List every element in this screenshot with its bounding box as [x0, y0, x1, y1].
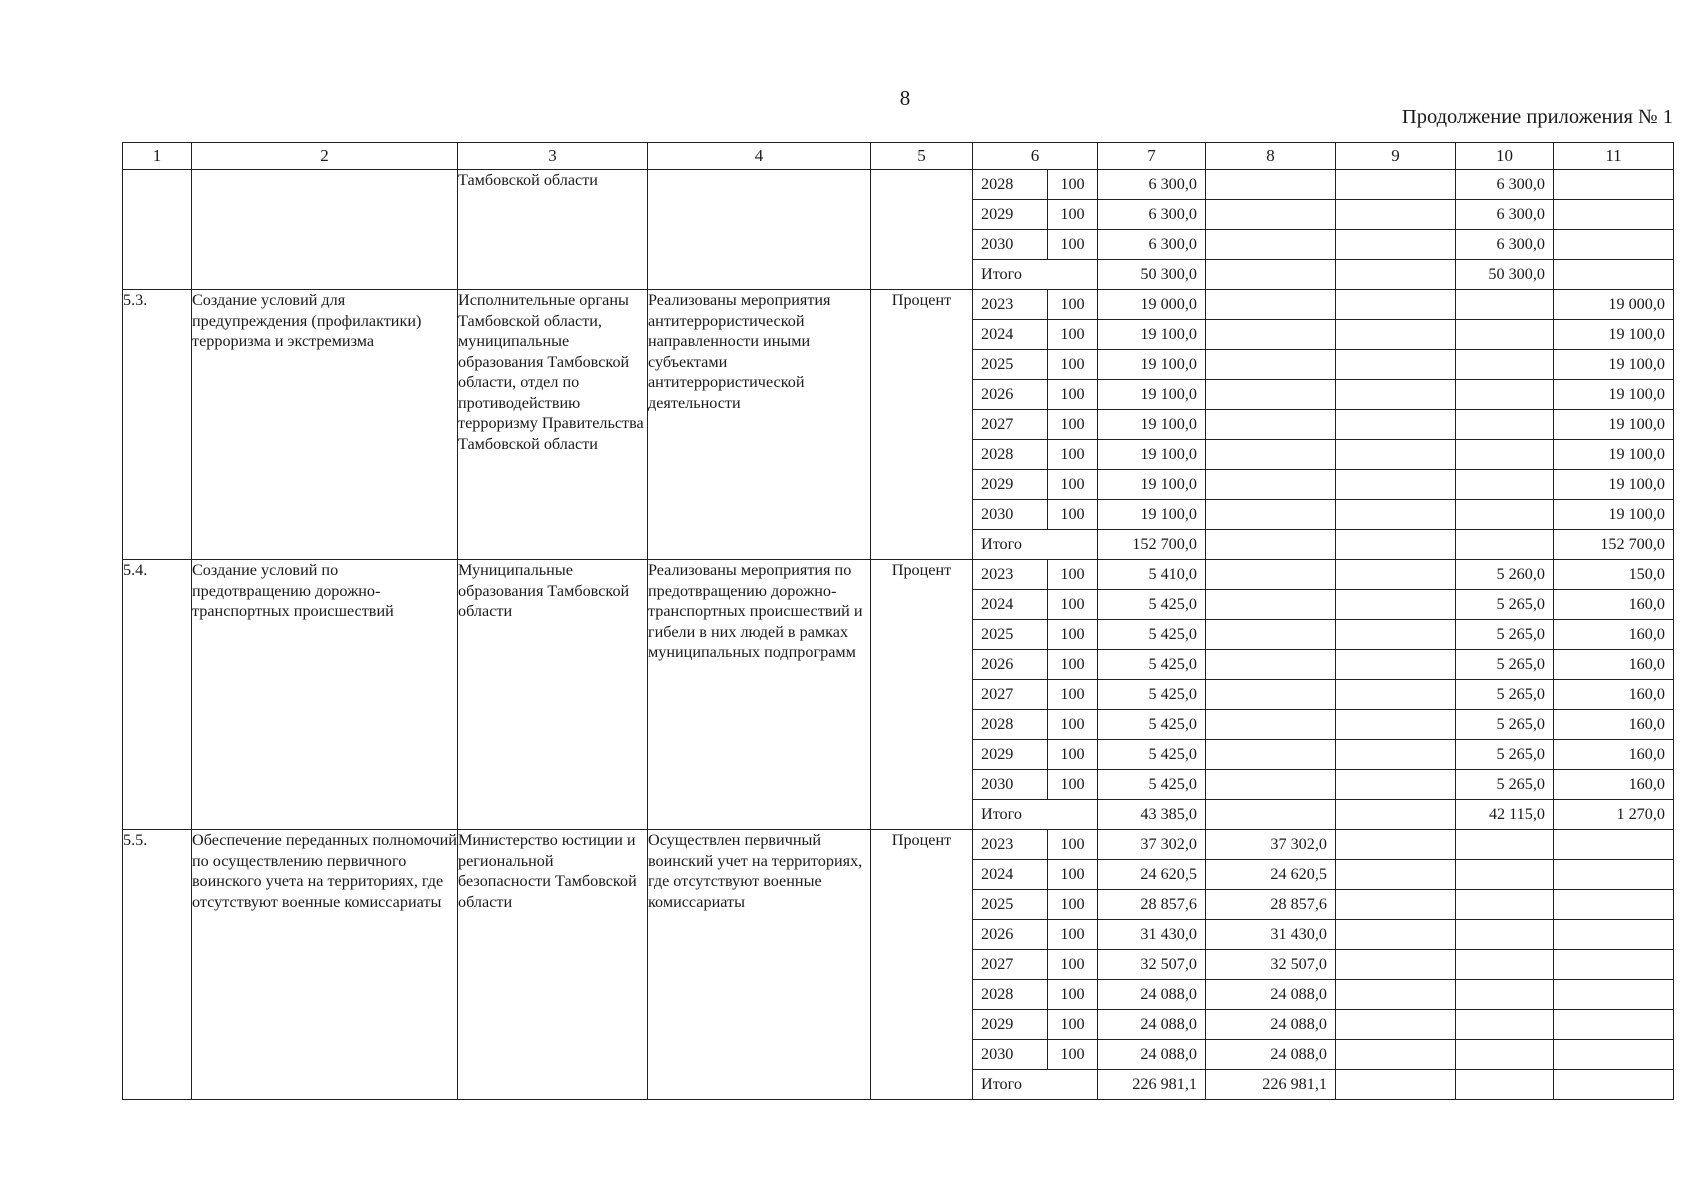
year-cell: 2025: [973, 890, 1048, 920]
year-cell: 2024: [973, 590, 1048, 620]
total-funding-cell: 152 700,0: [1098, 530, 1206, 560]
measure-name: Создание условий для предупреждения (профилактики) терроризма и экстремизма: [192, 290, 458, 560]
total-funding-cell: 19 100,0: [1098, 440, 1206, 470]
year-cell: 2029: [973, 1010, 1048, 1040]
total-funding-cell: 31 430,0: [1098, 920, 1206, 950]
measure-name: [192, 170, 458, 290]
header-cell: 4: [648, 143, 871, 170]
total-funding-cell: 5 425,0: [1098, 590, 1206, 620]
federal-funding-cell: [1206, 170, 1336, 200]
local-funding-cell: [1456, 1040, 1554, 1070]
year-cell: 2030: [973, 770, 1048, 800]
federal-funding-cell: [1206, 560, 1336, 590]
year-cell: 2025: [973, 350, 1048, 380]
percent-cell: 100: [1048, 920, 1098, 950]
local-funding-cell: 5 265,0: [1456, 620, 1554, 650]
percent-cell: 100: [1048, 1010, 1098, 1040]
continuation-title: Продолжение приложения № 1: [1401, 106, 1673, 128]
year-cell: 2028: [973, 710, 1048, 740]
table-row: [123, 560, 1674, 590]
federal-funding-cell: 226 981,1: [1206, 1070, 1336, 1100]
year-cell: 2026: [973, 380, 1048, 410]
local-funding-cell: [1456, 530, 1554, 560]
local-funding-cell: 6 300,0: [1456, 200, 1554, 230]
percent-cell: 100: [1048, 1040, 1098, 1070]
year-cell: 2025: [973, 620, 1048, 650]
executor: Министерство юстиции и региональной безопасности Тамбовской области: [458, 830, 648, 1100]
federal-funding-cell: [1206, 710, 1336, 740]
regional-funding-cell: [1336, 800, 1456, 830]
total-funding-cell: 6 300,0: [1098, 230, 1206, 260]
header-row: [123, 143, 1674, 170]
other-funding-cell: [1554, 1040, 1674, 1070]
expected-result: Осуществлен первичный воинский учет на территориях, где отсутствуют военные комиссариаты: [648, 830, 871, 1100]
local-funding-cell: [1456, 830, 1554, 860]
federal-funding-cell: [1206, 800, 1336, 830]
executor: Тамбовской области: [458, 170, 648, 290]
percent-cell: 100: [1048, 410, 1098, 440]
regional-funding-cell: [1336, 260, 1456, 290]
year-cell: 2026: [973, 920, 1048, 950]
other-funding-cell: 160,0: [1554, 620, 1674, 650]
percent-cell: 100: [1048, 860, 1098, 890]
percent-cell: 100: [1048, 470, 1098, 500]
header-cell: 6: [973, 143, 1098, 170]
percent-cell: 100: [1048, 620, 1098, 650]
federal-funding-cell: [1206, 260, 1336, 290]
year-cell: 2028: [973, 170, 1048, 200]
year-cell: 2023: [973, 560, 1048, 590]
local-funding-cell: 6 300,0: [1456, 170, 1554, 200]
unit: Процент: [871, 830, 973, 1100]
total-funding-cell: 19 100,0: [1098, 320, 1206, 350]
percent-cell: 100: [1048, 980, 1098, 1010]
percent-cell: 100: [1048, 890, 1098, 920]
percent-cell: 100: [1048, 170, 1098, 200]
federal-funding-cell: [1206, 290, 1336, 320]
unit: [871, 170, 973, 290]
local-funding-cell: [1456, 410, 1554, 440]
total-funding-cell: 24 088,0: [1098, 1010, 1206, 1040]
total-label: Итого: [973, 530, 1098, 560]
federal-funding-cell: [1206, 740, 1336, 770]
local-funding-cell: 5 265,0: [1456, 710, 1554, 740]
other-funding-cell: [1554, 890, 1674, 920]
local-funding-cell: [1456, 980, 1554, 1010]
percent-cell: 100: [1048, 650, 1098, 680]
expected-result: [648, 170, 871, 290]
percent-cell: 100: [1048, 740, 1098, 770]
other-funding-cell: 152 700,0: [1554, 530, 1674, 560]
federal-funding-cell: 24 088,0: [1206, 1010, 1336, 1040]
header-cell: 3: [458, 143, 648, 170]
total-funding-cell: 37 302,0: [1098, 830, 1206, 860]
year-cell: 2027: [973, 410, 1048, 440]
regional-funding-cell: [1336, 830, 1456, 860]
local-funding-cell: [1456, 290, 1554, 320]
total-funding-cell: 19 100,0: [1098, 380, 1206, 410]
total-funding-cell: 24 088,0: [1098, 980, 1206, 1010]
total-funding-cell: 50 300,0: [1098, 260, 1206, 290]
local-funding-cell: 6 300,0: [1456, 230, 1554, 260]
local-funding-cell: [1456, 350, 1554, 380]
total-funding-cell: 32 507,0: [1098, 950, 1206, 980]
federal-funding-cell: 24 088,0: [1206, 980, 1336, 1010]
other-funding-cell: 160,0: [1554, 590, 1674, 620]
percent-cell: 100: [1048, 680, 1098, 710]
total-label: Итого: [973, 260, 1098, 290]
regional-funding-cell: [1336, 920, 1456, 950]
total-label: Итого: [973, 800, 1098, 830]
regional-funding-cell: [1336, 440, 1456, 470]
local-funding-cell: [1456, 920, 1554, 950]
year-cell: 2023: [973, 290, 1048, 320]
federal-funding-cell: [1206, 320, 1336, 350]
percent-cell: 100: [1048, 590, 1098, 620]
regional-funding-cell: [1336, 740, 1456, 770]
header-cell: 8: [1206, 143, 1336, 170]
percent-cell: 100: [1048, 830, 1098, 860]
section-number: 5.5.: [123, 830, 192, 1100]
other-funding-cell: [1554, 1010, 1674, 1040]
year-cell: 2028: [973, 440, 1048, 470]
other-funding-cell: [1554, 860, 1674, 890]
expected-result: Реализованы мероприятия антитеррористической направленности иными субъектами антитеррористической деятельности: [648, 290, 871, 560]
local-funding-cell: [1456, 950, 1554, 980]
header-cell: 5: [871, 143, 973, 170]
other-funding-cell: 19 100,0: [1554, 320, 1674, 350]
total-funding-cell: 19 100,0: [1098, 470, 1206, 500]
unit: Процент: [871, 560, 973, 830]
regional-funding-cell: [1336, 590, 1456, 620]
regional-funding-cell: [1336, 560, 1456, 590]
federal-funding-cell: [1206, 770, 1336, 800]
percent-cell: 100: [1048, 290, 1098, 320]
percent-cell: 100: [1048, 200, 1098, 230]
total-funding-cell: 28 857,6: [1098, 890, 1206, 920]
total-funding-cell: 5 425,0: [1098, 740, 1206, 770]
section-number: 5.3.: [123, 290, 192, 560]
year-cell: 2024: [973, 860, 1048, 890]
table-row: [123, 170, 1674, 200]
local-funding-cell: 5 260,0: [1456, 560, 1554, 590]
page-number: 8: [899, 86, 911, 110]
other-funding-cell: [1554, 230, 1674, 260]
regional-funding-cell: [1336, 950, 1456, 980]
total-funding-cell: 5 425,0: [1098, 770, 1206, 800]
federal-funding-cell: 32 507,0: [1206, 950, 1336, 980]
other-funding-cell: [1554, 260, 1674, 290]
regional-funding-cell: [1336, 230, 1456, 260]
header-cell: 2: [192, 143, 458, 170]
total-funding-cell: 6 300,0: [1098, 170, 1206, 200]
other-funding-cell: 160,0: [1554, 740, 1674, 770]
year-cell: 2026: [973, 650, 1048, 680]
total-funding-cell: 5 425,0: [1098, 620, 1206, 650]
local-funding-cell: 5 265,0: [1456, 740, 1554, 770]
other-funding-cell: 160,0: [1554, 680, 1674, 710]
percent-cell: 100: [1048, 230, 1098, 260]
other-funding-cell: [1554, 170, 1674, 200]
other-funding-cell: 19 100,0: [1554, 380, 1674, 410]
regional-funding-cell: [1336, 530, 1456, 560]
total-funding-cell: 5 425,0: [1098, 650, 1206, 680]
total-funding-cell: 19 100,0: [1098, 500, 1206, 530]
total-funding-cell: 43 385,0: [1098, 800, 1206, 830]
regional-funding-cell: [1336, 980, 1456, 1010]
local-funding-cell: [1456, 470, 1554, 500]
federal-funding-cell: [1206, 680, 1336, 710]
total-funding-cell: 5 425,0: [1098, 680, 1206, 710]
percent-cell: 100: [1048, 710, 1098, 740]
regional-funding-cell: [1336, 200, 1456, 230]
local-funding-cell: [1456, 1070, 1554, 1100]
other-funding-cell: 160,0: [1554, 710, 1674, 740]
header-cell: 7: [1098, 143, 1206, 170]
federal-funding-cell: [1206, 350, 1336, 380]
other-funding-cell: [1554, 920, 1674, 950]
other-funding-cell: 160,0: [1554, 650, 1674, 680]
other-funding-cell: 19 100,0: [1554, 410, 1674, 440]
federal-funding-cell: [1206, 380, 1336, 410]
local-funding-cell: [1456, 860, 1554, 890]
table-row: [123, 830, 1674, 860]
header-cell: 1: [123, 143, 192, 170]
federal-funding-cell: [1206, 590, 1336, 620]
regional-funding-cell: [1336, 470, 1456, 500]
other-funding-cell: 19 100,0: [1554, 350, 1674, 380]
table-body: [123, 170, 1674, 1100]
regional-funding-cell: [1336, 1010, 1456, 1040]
table-row: [123, 290, 1674, 320]
executor: Исполнительные органы Тамбовской области, муниципальные образования Тамбовской области, отдел по противодействию терроризму Правительства Тамбовской области: [458, 290, 648, 560]
local-funding-cell: [1456, 890, 1554, 920]
total-funding-cell: 6 300,0: [1098, 200, 1206, 230]
other-funding-cell: [1554, 200, 1674, 230]
year-cell: 2029: [973, 470, 1048, 500]
federal-funding-cell: 28 857,6: [1206, 890, 1336, 920]
other-funding-cell: 19 100,0: [1554, 470, 1674, 500]
year-cell: 2027: [973, 950, 1048, 980]
federal-funding-cell: [1206, 440, 1336, 470]
local-funding-cell: [1456, 320, 1554, 350]
regional-funding-cell: [1336, 770, 1456, 800]
header-cell: 11: [1554, 143, 1674, 170]
other-funding-cell: [1554, 950, 1674, 980]
other-funding-cell: 150,0: [1554, 560, 1674, 590]
measure-name: Обеспечение переданных полномочий по осуществлению первичного воинского учета на территориях, где отсутствуют военные комиссариаты: [192, 830, 458, 1100]
program-table: [122, 142, 1674, 1100]
regional-funding-cell: [1336, 320, 1456, 350]
total-label: Итого: [973, 1070, 1098, 1100]
local-funding-cell: [1456, 440, 1554, 470]
local-funding-cell: 42 115,0: [1456, 800, 1554, 830]
regional-funding-cell: [1336, 1040, 1456, 1070]
year-cell: 2030: [973, 500, 1048, 530]
local-funding-cell: 50 300,0: [1456, 260, 1554, 290]
regional-funding-cell: [1336, 710, 1456, 740]
year-cell: 2030: [973, 1040, 1048, 1070]
other-funding-cell: 1 270,0: [1554, 800, 1674, 830]
percent-cell: 100: [1048, 950, 1098, 980]
year-cell: 2029: [973, 200, 1048, 230]
section-number: [123, 170, 192, 290]
federal-funding-cell: [1206, 650, 1336, 680]
federal-funding-cell: [1206, 500, 1336, 530]
local-funding-cell: [1456, 380, 1554, 410]
year-cell: 2028: [973, 980, 1048, 1010]
federal-funding-cell: 37 302,0: [1206, 830, 1336, 860]
regional-funding-cell: [1336, 1070, 1456, 1100]
federal-funding-cell: 31 430,0: [1206, 920, 1336, 950]
executor: Муниципальные образования Тамбовской области: [458, 560, 648, 830]
regional-funding-cell: [1336, 410, 1456, 440]
total-funding-cell: 5 410,0: [1098, 560, 1206, 590]
regional-funding-cell: [1336, 290, 1456, 320]
regional-funding-cell: [1336, 650, 1456, 680]
regional-funding-cell: [1336, 500, 1456, 530]
regional-funding-cell: [1336, 890, 1456, 920]
total-funding-cell: 24 088,0: [1098, 1040, 1206, 1070]
federal-funding-cell: [1206, 470, 1336, 500]
total-funding-cell: 24 620,5: [1098, 860, 1206, 890]
other-funding-cell: [1554, 830, 1674, 860]
total-funding-cell: 19 100,0: [1098, 350, 1206, 380]
year-cell: 2029: [973, 740, 1048, 770]
federal-funding-cell: 24 620,5: [1206, 860, 1336, 890]
other-funding-cell: 160,0: [1554, 770, 1674, 800]
other-funding-cell: 19 100,0: [1554, 500, 1674, 530]
total-funding-cell: 5 425,0: [1098, 710, 1206, 740]
regional-funding-cell: [1336, 350, 1456, 380]
unit: Процент: [871, 290, 973, 560]
other-funding-cell: 19 000,0: [1554, 290, 1674, 320]
federal-funding-cell: [1206, 410, 1336, 440]
local-funding-cell: 5 265,0: [1456, 590, 1554, 620]
percent-cell: 100: [1048, 770, 1098, 800]
federal-funding-cell: [1206, 530, 1336, 560]
year-cell: 2024: [973, 320, 1048, 350]
header-cell: 10: [1456, 143, 1554, 170]
total-funding-cell: 19 100,0: [1098, 410, 1206, 440]
measure-name: Создание условий по предотвращению дорожно-транспортных происшествий: [192, 560, 458, 830]
local-funding-cell: 5 265,0: [1456, 770, 1554, 800]
percent-cell: 100: [1048, 380, 1098, 410]
year-cell: 2023: [973, 830, 1048, 860]
regional-funding-cell: [1336, 620, 1456, 650]
federal-funding-cell: 24 088,0: [1206, 1040, 1336, 1070]
total-funding-cell: 19 000,0: [1098, 290, 1206, 320]
federal-funding-cell: [1206, 200, 1336, 230]
regional-funding-cell: [1336, 380, 1456, 410]
local-funding-cell: 5 265,0: [1456, 680, 1554, 710]
other-funding-cell: [1554, 1070, 1674, 1100]
federal-funding-cell: [1206, 620, 1336, 650]
expected-result: Реализованы мероприятия по предотвращению дорожно-транспортных происшествий и гибели в них людей в рамках муниципальных подпрограмм: [648, 560, 871, 830]
percent-cell: 100: [1048, 350, 1098, 380]
other-funding-cell: [1554, 980, 1674, 1010]
total-funding-cell: 226 981,1: [1098, 1070, 1206, 1100]
percent-cell: 100: [1048, 320, 1098, 350]
percent-cell: 100: [1048, 500, 1098, 530]
section-number: 5.4.: [123, 560, 192, 830]
percent-cell: 100: [1048, 440, 1098, 470]
regional-funding-cell: [1336, 680, 1456, 710]
header-cell: 9: [1336, 143, 1456, 170]
regional-funding-cell: [1336, 170, 1456, 200]
local-funding-cell: 5 265,0: [1456, 650, 1554, 680]
local-funding-cell: [1456, 500, 1554, 530]
year-cell: 2030: [973, 230, 1048, 260]
other-funding-cell: 19 100,0: [1554, 440, 1674, 470]
regional-funding-cell: [1336, 860, 1456, 890]
local-funding-cell: [1456, 1010, 1554, 1040]
year-cell: 2027: [973, 680, 1048, 710]
percent-cell: 100: [1048, 560, 1098, 590]
federal-funding-cell: [1206, 230, 1336, 260]
